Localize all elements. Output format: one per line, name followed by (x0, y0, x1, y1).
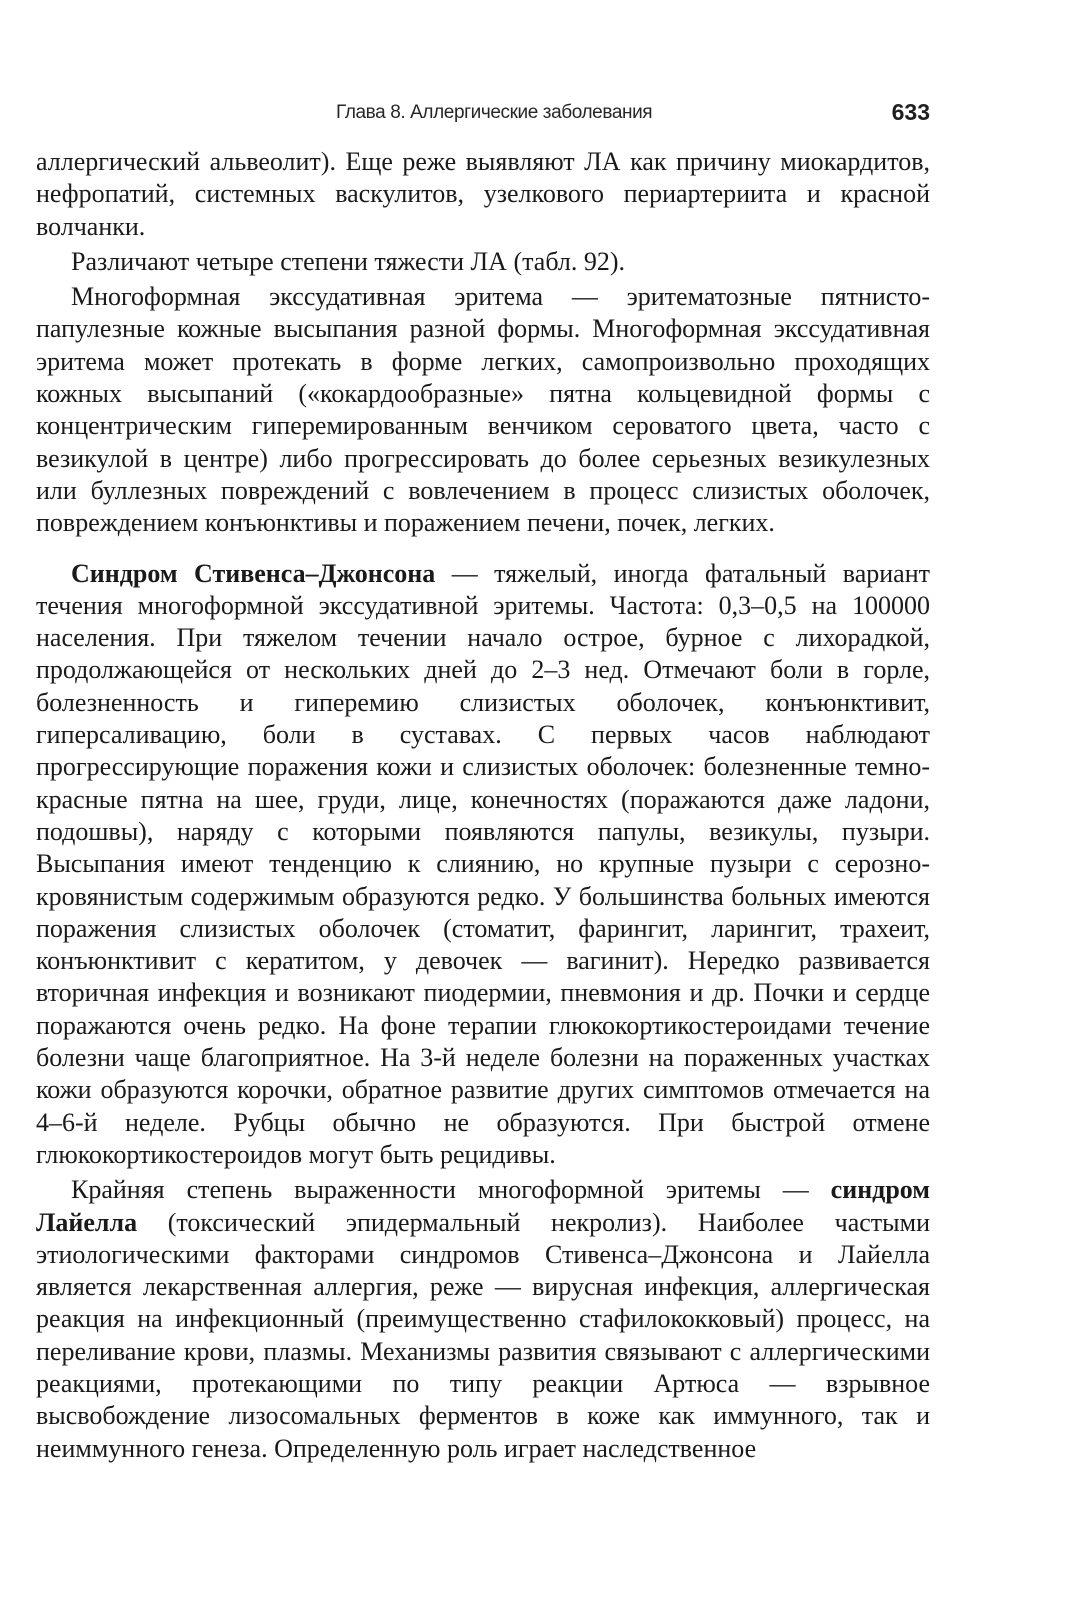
running-header (36, 96, 930, 136)
paragraph-stevens-johnson (36, 558, 930, 1172)
paragraph-lyell-syndrome (36, 1174, 930, 1465)
paragraph-text: — тяжелый, иногда фатальный вариант течения многоформной экссудативной эритемы. Частота: 0,3–0,5 на 100000 населения. При тяжелом течении начало острое, бурное с лихорадкой, продолжающейся от нескольких дней до 2–3 нед. Отмечают боли в горле, болезненность и гиперемию слизистых оболочек, конъюнктивит, гиперсаливацию, боли в суставах. С первых часов наблюдают прогрессирующие поражения кожи и слизистых оболочек: болезненные темно-красные пятна на шее, груди, лице, конечностях (поражаются даже ладони, подошвы), наряду с которыми появляются папулы, везикулы, пузыри. Высыпания имеют тенденцию к слиянию, но крупные пузыри с серозно-кровянистым содержимым образуются редко. У большинства больных имеются поражения слизистых оболочек (стоматит, фарингит, ларингит, трахеит, конъюнктивит с кератитом, у девочек — вагинит). Нередко развивается вторичная инфекция и возникают пиодермии, пневмония и др. Почки и сердце поражаются очень редко. На фоне терапии глюкокортикостероидами течение болезни чаще благоприятное. На 3-й неделе болезни на пораженных участках кожи образуются корочки, обратное развитие других симптомов отмечается на 4–6-й неделе. Рубцы обычно не образуются. При быстрой отмене глюкокортикостероидов могут быть рецидивы. (36, 558, 930, 1169)
page-number: 633 (891, 99, 930, 125)
paragraph-continuation: аллергический альвеолит). Еще реже выявляют ЛА как причину миокардитов, нефропатий, системных васкулитов, узелкового периартериита и красной волчанки. (36, 147, 930, 241)
paragraph-text: (токсический эпидермальный некролиз). Наиболее частыми этиологическими факторами синдромов Стивенса–Джонсона и Лайелла является лекарственная аллергия, реже — вирусная инфекция, аллергическая реакция на инфекционный (преимущественно стафилококковый) процесс, на переливание крови, плазмы. Механизмы развития связывают с аллергическими реакциями, протекающими по типу реакции Артюса — взрывное высвобождение лизосомальных ферментов в коже как иммунного, так и неиммунного генеза. Определенную роль играет наследственное (36, 1207, 930, 1463)
paragraph-severity-degrees: Различают четыре степени тяжести ЛА (табл. 92). (71, 246, 626, 276)
paragraph-text: Крайняя степень выраженности многоформной эритемы — (71, 1175, 831, 1205)
body-text (36, 146, 930, 1465)
paragraph-erythema-multiforme: Многоформная экссудативная эритема — эритематозные пятнисто-папулезные кожные высыпания разной формы. Многоформная экссудативная эритема может протекать в форме легких, самопроизвольно проходящих кожных высыпаний («кокардообразные» пятна кольцевидной формы с концентрическим гиперемированным венчиком сероватого цвета, часто с везикулой в центре) либо прогрессировать до более серьезных везикулезных или буллезных повреждений с вовлечением в процесс слизистых оболочек, повреждением конъюнктивы и поражением печени, почек, легких. (36, 282, 930, 538)
term-stevens-johnson: Синдром Стивенса–Джонсона (71, 558, 436, 588)
chapter-title: Глава 8. Аллергические заболевания (336, 102, 653, 123)
term-lyell-syndrome: синдром Лайелла (36, 1175, 930, 1237)
